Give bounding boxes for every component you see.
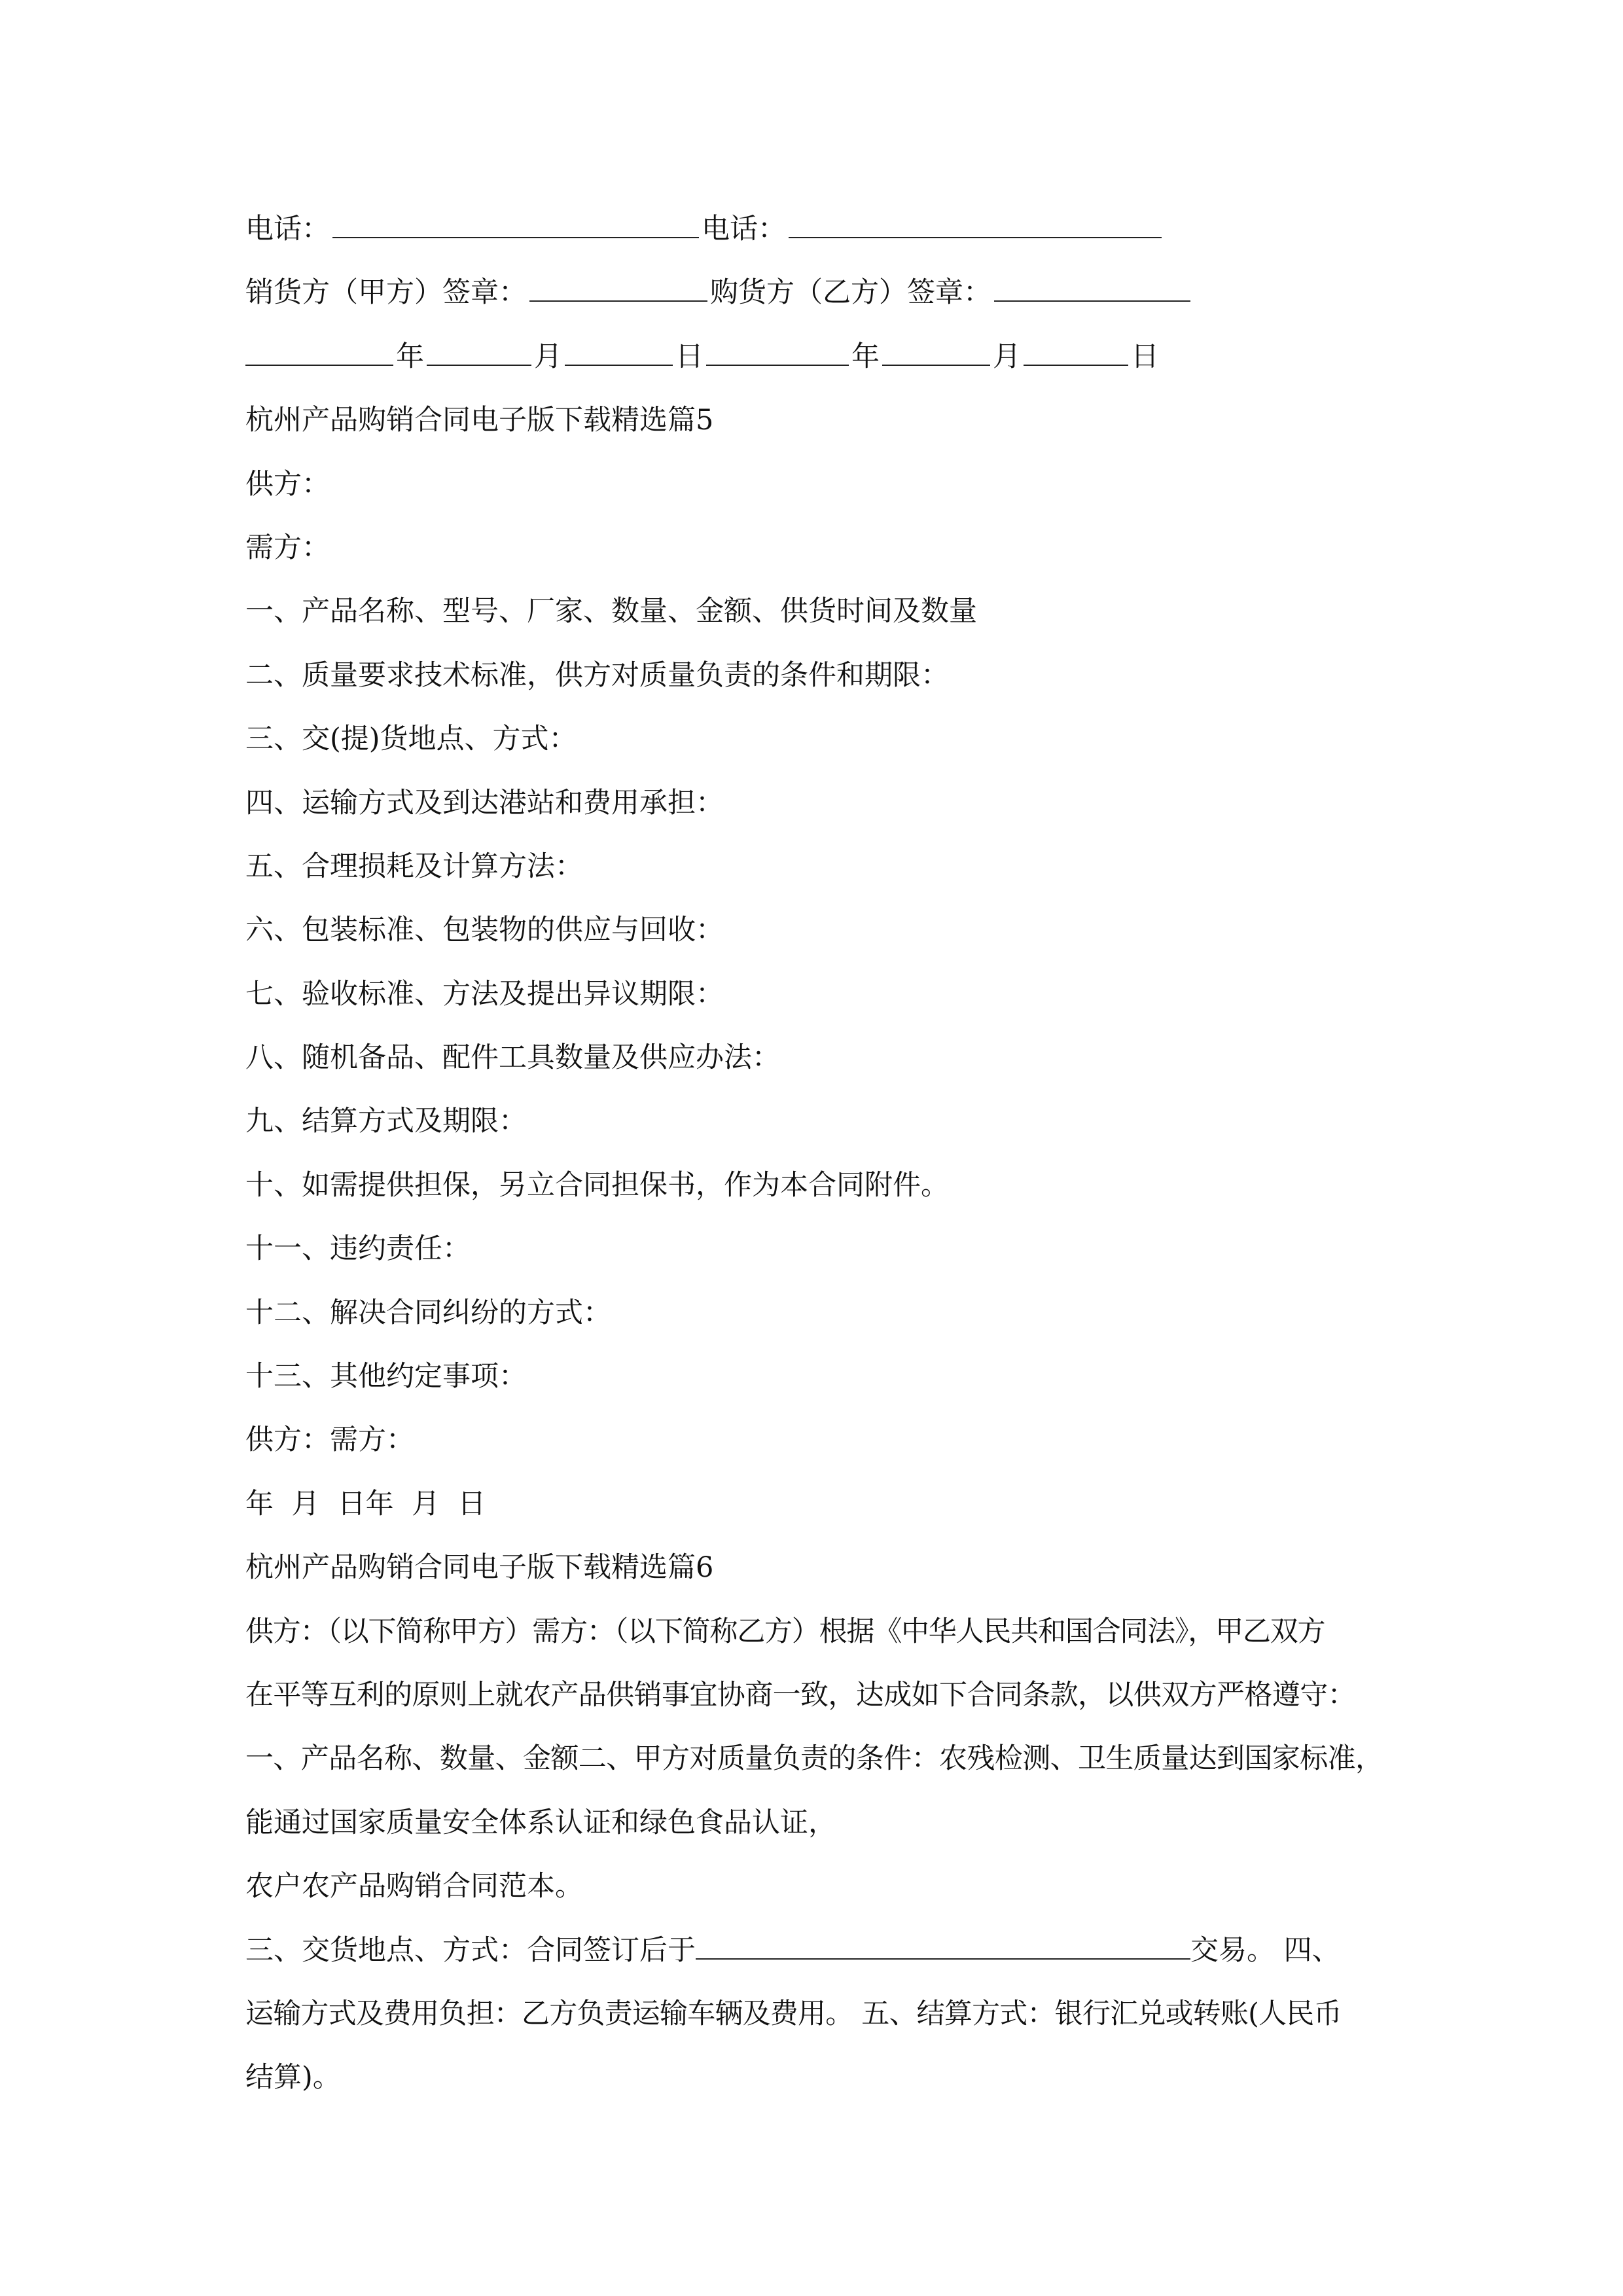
seller-sign-label: 销货方（甲方）签章： [245, 276, 527, 310]
clause-line: 十一、违约责任： [245, 1232, 471, 1266]
clause-line: 年 月 日年 月 日 [245, 1487, 486, 1520]
signature-line [245, 261, 1397, 325]
clause-line: 九、结算方式及期限： [245, 1105, 527, 1138]
phone-blank-seller[interactable] [332, 199, 699, 238]
phone-blank-buyer[interactable] [789, 199, 1162, 238]
section5-body [245, 453, 1397, 1537]
buyer-sign-label: 购货方（乙方）签章： [710, 276, 991, 310]
phone-label-buyer: 电话： [702, 213, 786, 245]
year-blank[interactable] [245, 327, 393, 366]
day-label-2: 日 [1131, 340, 1159, 373]
month-blank[interactable] [427, 327, 531, 366]
clause-line: 六、包装标准、包装物的供应与回收： [245, 914, 724, 947]
clause-line: 二、质量要求技术标准，供方对质量负责的条件和期限： [245, 658, 949, 692]
year-blank-2[interactable] [706, 327, 849, 366]
body-line: 一、产品名称、数量、金额二、甲方对质量负责的条件：农残检测、卫生质量达到国家标准， [245, 1742, 1383, 1776]
clause-line: 一、产品名称、型号、厂家、数量、金额、供货时间及数量 [245, 595, 977, 628]
month-label: 月 [534, 340, 562, 373]
body-line: 运输方式及费用负担：乙方负责运输车辆及费用。 五、结算方式：银行汇兑或转账(人民币 [245, 1997, 1342, 2030]
day-blank[interactable] [565, 327, 673, 366]
clause-line: 供方：需方： [245, 1424, 414, 1457]
buyer-sign-blank[interactable] [994, 262, 1190, 302]
clause-line: 七、验收标准、方法及提出异议期限： [245, 977, 724, 1011]
delivery-prefix: 三、交货地点、方式：合同签订后于 [245, 1933, 696, 1967]
phone-line [245, 198, 1397, 261]
clause-line: 需方： [245, 531, 330, 564]
body-line: 农户农产品购销合同范本。 [245, 1870, 583, 1903]
year-label: 年 [396, 340, 424, 373]
clause-line: 四、运输方式及到达港站和费用承担： [245, 786, 724, 819]
seller-sign-blank[interactable] [529, 262, 707, 302]
clause-line: 八、随机备品、配件工具数量及供应办法： [245, 1041, 780, 1075]
clause-line: 十、如需提供担保，另立合同担保书，作为本合同附件。 [245, 1168, 949, 1202]
section6-body [245, 1600, 1397, 2110]
month-label-2: 月 [993, 340, 1021, 373]
month-blank-2[interactable] [882, 327, 990, 366]
section6-title: 杭州产品购销合同电子版下载精选篇6 [245, 1551, 714, 1585]
day-blank-2[interactable] [1024, 327, 1128, 366]
delivery-blank[interactable] [696, 1920, 1190, 1960]
date-line [245, 325, 1397, 389]
clause-line: 供方： [245, 467, 330, 501]
day-label: 日 [675, 340, 704, 373]
clause-line: 五、合理损耗及计算方法： [245, 850, 583, 883]
body-line: 供方：（以下简称甲方）需方：（以下简称乙方）根据《中华人民共和国合同法》，甲乙双方 [245, 1615, 1325, 1648]
section5-title: 杭州产品购销合同电子版下载精选篇5 [245, 404, 714, 437]
delivery-suffix: 交易。 四、 [1190, 1933, 1340, 1967]
body-line: 能通过国家质量安全体系认证和绿色食品认证， [245, 1806, 836, 1839]
body-line: 在平等互利的原则上就农产品供销事宜协商一致，达成如下合同条款，以供双方严格遵守： [245, 1678, 1355, 1712]
delivery-line [245, 1919, 1397, 1982]
clause-line: 十二、解决合同纠纷的方式： [245, 1296, 611, 1329]
clause-line: 十三、其他约定事项： [245, 1360, 527, 1393]
year-label-2: 年 [851, 340, 880, 373]
document-page [245, 198, 1397, 2110]
body-line: 结算)。 [245, 2061, 341, 2094]
phone-label-seller: 电话： [245, 213, 330, 245]
clause-line: 三、交(提)货地点、方式： [245, 723, 577, 756]
